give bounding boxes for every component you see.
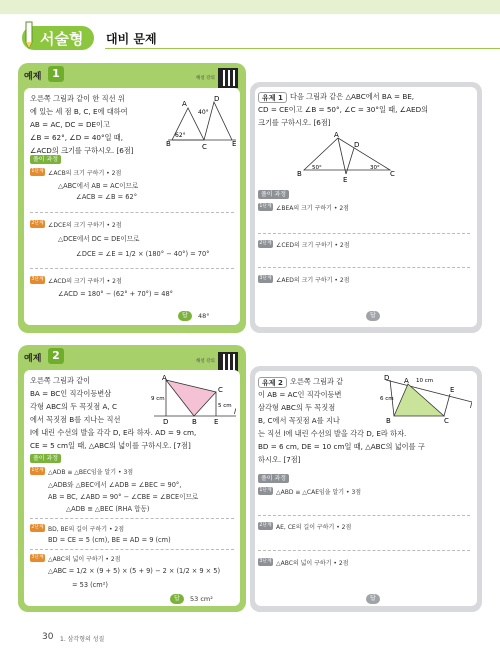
step-line: ∠ACB = ∠B = 62°: [76, 193, 137, 201]
label-b: B: [386, 417, 391, 424]
example-2-qr-label: 해설 강의: [196, 359, 215, 364]
step-line: BD = CE = 5 (cm), BE = AD = 9 (cm): [48, 536, 171, 544]
example-2-figure: [150, 374, 240, 426]
practice-2-figure: [380, 372, 476, 424]
section-logo-text: 서술형: [40, 30, 84, 48]
step-line: ∠ACD = 180° − (62° + 70°) = 48°: [58, 290, 173, 298]
divider: [258, 550, 470, 551]
page-number: 30: [42, 632, 54, 642]
step-title: ∠ACD의 크기 구하기 • 2점: [48, 278, 122, 285]
problem-line: 각형 ABC의 두 꼭짓점 A, C: [30, 402, 117, 411]
problem-line: 다음 그림과 같은 △ABC에서 BA = BE,: [290, 92, 415, 101]
angle-b-label: 62°: [175, 132, 186, 139]
step-line: AB = BC, ∠ABD = 90° − ∠CBE = ∠BCE이므로: [48, 493, 199, 501]
practice-label-text: 유제: [262, 379, 276, 387]
example-2-answer: 53 cm²: [190, 595, 213, 603]
problem-line: 는 직선 l에 내린 수선의 발을 각각 D, E라 하자.: [258, 429, 407, 438]
label-b: B: [166, 140, 171, 148]
problem-line: ∠ACD의 크기를 구하시오. [6점]: [30, 146, 134, 155]
practice-label-number: 1: [277, 94, 283, 102]
header-rule: [105, 48, 500, 49]
label-c: C: [218, 386, 223, 394]
angle-d-label: 40°: [198, 109, 209, 116]
practice-1-problem-rest: [258, 103, 476, 129]
problem-line: 에서 꼭짓점 B를 지나는 직선: [30, 415, 121, 424]
example-1-number: 1: [48, 66, 64, 82]
label-a: A: [182, 100, 187, 108]
problem-line: 오른쪽 그림과 같이: [30, 376, 91, 385]
label-e: E: [343, 176, 348, 182]
example-1-problem: [30, 92, 168, 157]
label-a: A: [404, 377, 409, 385]
len-de-label: 10 cm: [416, 378, 434, 384]
problem-line: CE = 5 cm일 때, △ABC의 넓이를 구하시오. [7점]: [30, 441, 191, 450]
step-tag: 1단계: [31, 468, 44, 473]
step-line: △DCE에서 DC = DE이므로: [58, 235, 140, 243]
step-tag: 2단계: [259, 241, 272, 246]
label-e: E: [450, 386, 455, 394]
len-bd-label: 6 cm: [380, 396, 394, 402]
label-l: l: [234, 408, 236, 416]
label-a: A: [162, 374, 167, 382]
problem-line: CD = CE이고 ∠B = 50°, ∠C = 30°일 때, ∠AED의: [258, 105, 429, 114]
problem-line: 에 있는 세 점 B, C, E에 대하여: [30, 107, 128, 116]
step-title: △ABC의 넓이 구하기 • 2점: [276, 560, 349, 567]
pencil-icon: [20, 20, 38, 50]
divider: [258, 515, 470, 516]
label-d: D: [354, 141, 360, 149]
step-title: AE, CE의 길이 구하기 • 2점: [276, 524, 352, 531]
example-2-label: 예제: [24, 354, 42, 364]
example-1-answer: 48°: [198, 312, 210, 320]
step-title: ∠CED의 크기 구하기 • 2점: [276, 242, 350, 249]
divider: [30, 212, 234, 213]
step-title: ∠BEA의 크기 구하기 • 2점: [276, 205, 349, 212]
divider: [258, 267, 470, 268]
step-line: △ADB와 △BEC에서 ∠ADB = ∠BEC = 90°,: [48, 481, 182, 489]
practice-2-problem-rest: [258, 427, 476, 466]
step-tag: 1단계: [259, 488, 272, 493]
example-1-label: 예제: [24, 72, 42, 82]
problem-line: 하시오. [7점]: [258, 455, 301, 464]
problem-line: l에 내린 수선의 발을 각각 D, E라 하자. AD = 9 cm,: [30, 428, 197, 437]
practice-label-number: 2: [277, 379, 283, 387]
divider: [30, 549, 234, 550]
label-e: E: [214, 418, 219, 426]
practice-2-problem-first: [290, 375, 370, 388]
example-1-solution-head: 풀이 과정: [30, 155, 61, 164]
practice-1-solution-head: 풀이 과정: [258, 190, 289, 199]
step-tag: 1단계: [31, 169, 44, 174]
problem-line: AB = AC, DC = DE이고: [30, 120, 110, 129]
example-2-number: 2: [48, 348, 64, 364]
step-tag: 2단계: [259, 523, 272, 528]
step-title: △ABD ≡ △CAE임을 알기 • 3점: [276, 489, 362, 496]
example-1-answer-tag: 답: [178, 311, 192, 321]
example-1-figure: [166, 94, 238, 150]
practice-label-text: 유제: [262, 94, 276, 102]
step-tag: 2단계: [31, 221, 44, 226]
label-c: C: [202, 143, 207, 150]
practice-2-answer-tag: 답: [366, 594, 380, 604]
example-1-qr-label: 해설 강의: [196, 76, 215, 81]
step-title: ∠AED의 크기 구하기 • 2점: [276, 277, 350, 284]
practice-1-label: [258, 92, 287, 103]
divider: [30, 518, 234, 519]
step-line: = 53 (cm²): [72, 581, 108, 589]
problem-line: BD = 6 cm, DE = 10 cm일 때, △ABC의 넓이를 구: [258, 442, 425, 451]
divider: [258, 233, 470, 234]
step-title: ∠DCE의 크기 구하기 • 2점: [48, 222, 122, 229]
label-e: E: [232, 140, 237, 148]
step-title: ∠ACB의 크기 구하기 • 2점: [48, 170, 122, 177]
example-2-answer-tag: 답: [170, 594, 184, 604]
problem-line: 오른쪽 그림과 같이 한 직선 위: [30, 94, 125, 103]
practice-2-problem-side: [258, 388, 378, 427]
step-tag: 3단계: [259, 559, 272, 564]
page-title: 대비 문제: [106, 32, 157, 46]
practice-1-figure: [296, 130, 396, 182]
chapter-label: 1. 삼각형의 성질: [60, 636, 105, 643]
problem-line: 크기를 구하시오. [6점]: [258, 118, 331, 127]
label-c: C: [390, 170, 395, 178]
step-line: △ABC = 1/2 × (9 + 5) × (5 + 9) − 2 × (1/2 × 9 × 5): [48, 567, 221, 575]
problem-line: 오른쪽 그림과 같: [290, 377, 344, 386]
qr-code-icon[interactable]: [218, 68, 238, 88]
label-b: B: [192, 418, 197, 426]
qr-code-icon[interactable]: [218, 352, 238, 372]
label-b: B: [297, 170, 302, 178]
label-l: l: [470, 402, 472, 410]
label-c: C: [444, 417, 449, 424]
step-line: △ADB ≡ △BEC (RHA 합동): [66, 505, 150, 513]
step-title: △ADB ≡ △BEC임을 알기 • 3점: [48, 469, 134, 476]
problem-line: BA = BC인 직각이등변삼: [30, 389, 112, 398]
problem-line: 이 AB = AC인 직각이등변: [258, 390, 342, 399]
step-tag: 2단계: [31, 525, 44, 530]
step-tag: 3단계: [259, 276, 272, 281]
practice-2-solution-head: 풀이 과정: [258, 474, 289, 483]
label-d: D: [163, 418, 169, 426]
step-line: △ABC에서 AB = AC이므로: [58, 182, 139, 190]
step-line: ∠DCE = ∠E = 1/2 × (180° − 40°) = 70°: [76, 250, 210, 258]
label-a: A: [334, 131, 339, 139]
problem-line: ∠B = 62°, ∠D = 40°일 때,: [30, 133, 124, 142]
header-band: [0, 0, 500, 14]
problem-line: 삼각형 ABC의 두 꼭짓점: [258, 403, 336, 412]
example-2-solution-head: 풀이 과정: [30, 454, 61, 463]
practice-2-label: [258, 377, 287, 388]
angle-b-label: 50°: [312, 165, 322, 171]
step-tag: 3단계: [31, 555, 44, 560]
problem-line: B, C에서 꼭짓점 A를 지나: [258, 416, 340, 425]
step-tag: 1단계: [259, 204, 272, 209]
practice-1-answer-tag: 답: [366, 311, 380, 321]
step-title: △ABC의 넓이 구하기 • 2점: [48, 556, 121, 563]
angle-c-label: 30°: [370, 165, 380, 171]
divider: [30, 268, 234, 269]
len-ad-label: 9 cm: [151, 396, 165, 402]
label-d: D: [384, 374, 390, 382]
step-tag: 3단계: [31, 277, 44, 282]
step-title: BD, BE의 길이 구하기 • 2점: [48, 526, 125, 533]
len-ce-label: 5 cm: [218, 403, 232, 409]
practice-1-problem: [290, 90, 476, 103]
label-d: D: [214, 95, 220, 103]
